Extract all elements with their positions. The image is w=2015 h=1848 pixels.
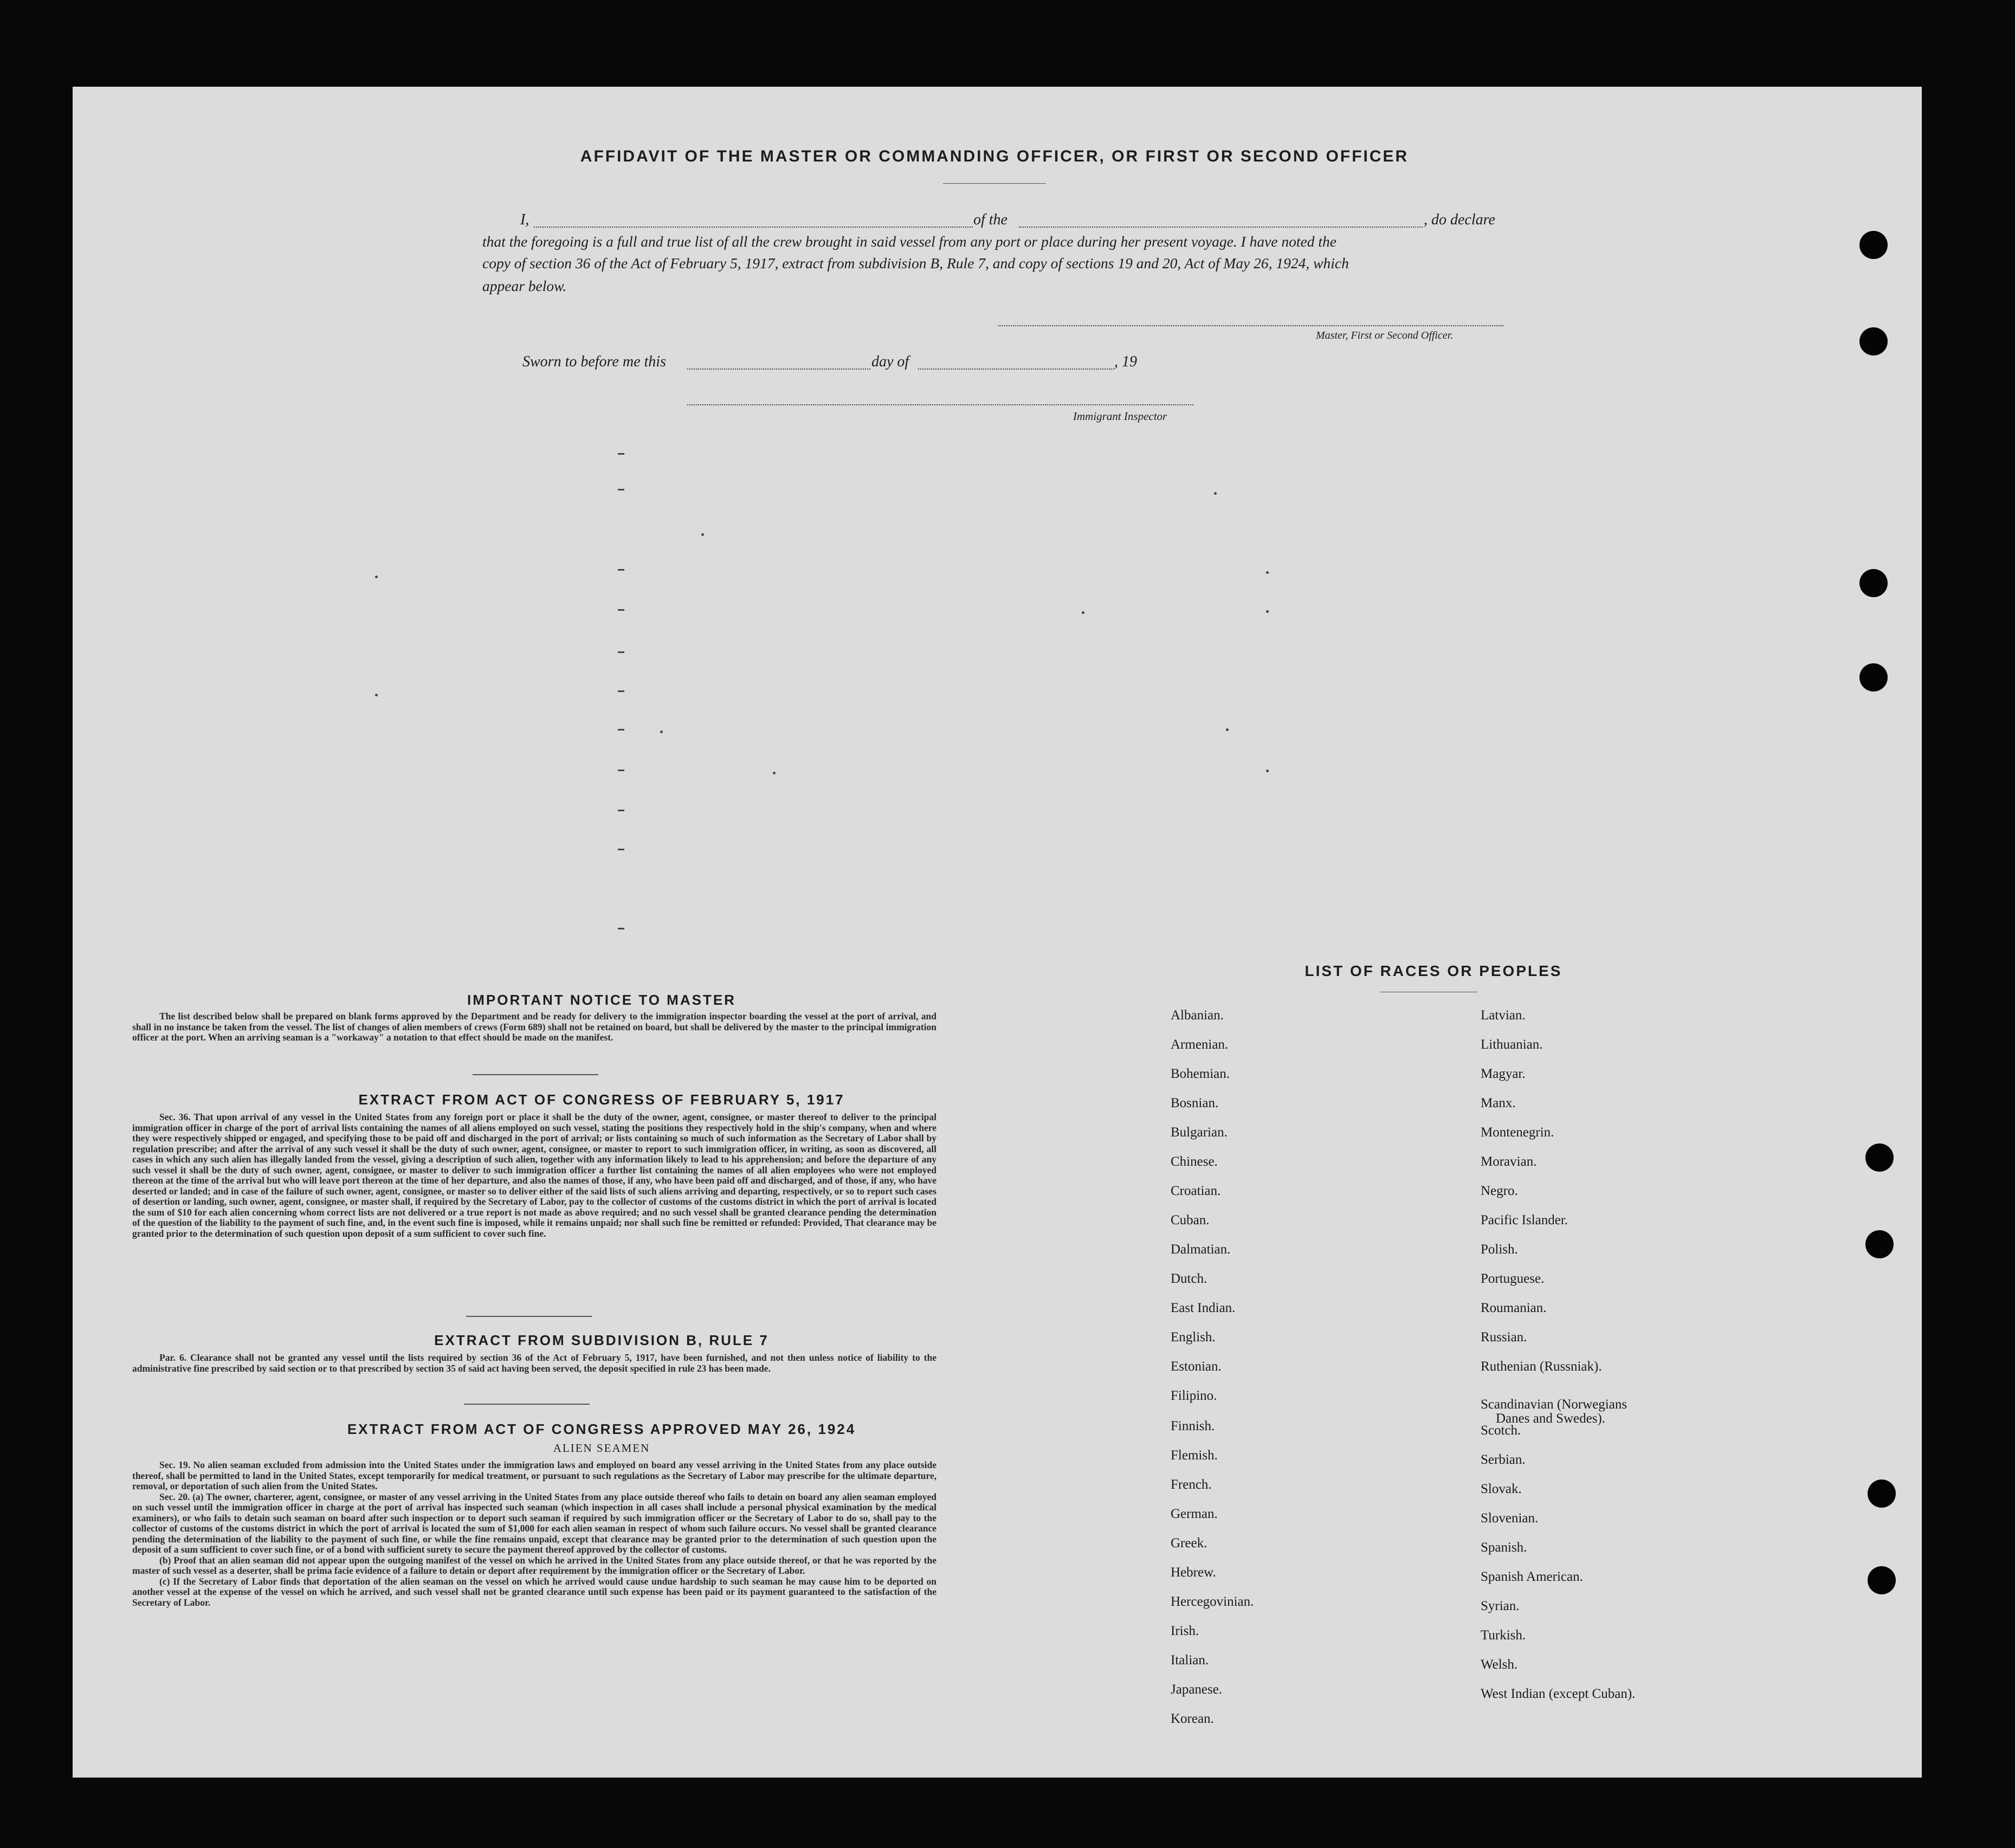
officer-signature-label: Master, First or Second Officer.	[1316, 329, 1454, 341]
race-item: Cuban.	[1171, 1213, 1210, 1227]
race-item: Dalmatian.	[1171, 1242, 1231, 1257]
affidavit-of-label: of the	[973, 211, 1008, 228]
race-item: Moravian.	[1481, 1154, 1537, 1169]
races-title: LIST OF RACES OR PEOPLES	[1304, 962, 1562, 979]
margin-tick	[618, 453, 624, 455]
affidavit-title: AFFIDAVIT OF THE MASTER OR COMMANDING OFFICER, OR FIRST OR SECOND OFFICER	[580, 147, 1409, 165]
sworn-label: Sworn to before me this	[522, 353, 666, 370]
race-item: Turkish.	[1481, 1628, 1526, 1643]
race-item: Bohemian.	[1171, 1067, 1230, 1081]
race-item: Ruthenian (Russniak).	[1481, 1359, 1602, 1374]
race-item: West Indian (except Cuban).	[1481, 1687, 1636, 1701]
name-field[interactable]	[534, 227, 973, 228]
section-divider	[466, 1316, 592, 1317]
section-divider	[464, 1404, 590, 1405]
race-item: Korean.	[1171, 1711, 1214, 1726]
punch-hole	[1859, 663, 1888, 692]
notice-title: IMPORTANT NOTICE TO MASTER	[467, 992, 736, 1008]
sworn-month-field[interactable]	[918, 369, 1114, 370]
race-item: Portuguese.	[1481, 1271, 1545, 1286]
speck	[1082, 611, 1084, 614]
speck	[1214, 492, 1217, 495]
race-item: Chinese.	[1171, 1154, 1218, 1169]
punch-hole	[1859, 231, 1888, 259]
race-item: Negro.	[1481, 1184, 1518, 1198]
punch-hole	[1859, 569, 1888, 597]
rule7-title: EXTRACT FROM SUBDIVISION B, RULE 7	[434, 1332, 769, 1348]
speck	[701, 533, 704, 536]
margin-tick	[618, 569, 624, 571]
margin-tick	[618, 810, 624, 811]
punch-hole	[1865, 1143, 1894, 1172]
affidavit-line2: that the foregoing is a full and true list of all the crew brought in said vessel from any port or place during her present voyage. I have noted the	[482, 233, 1336, 250]
race-item: Albanian.	[1171, 1008, 1224, 1023]
margin-tick	[618, 609, 624, 611]
margin-tick	[618, 770, 624, 771]
race-item: Spanish American.	[1481, 1569, 1583, 1584]
race-item: Roumanian.	[1481, 1301, 1547, 1315]
race-item: Bulgarian.	[1171, 1125, 1228, 1140]
sec20b-paragraph: (b) Proof that an alien seaman did not appear upon the outgoing manifest of the vessel on which he arrived in the United States from any place outside thereof, or that he was reported by the master of such vessel as a deserter, shall be prima facie evidence of a failure to detain or deport after requirement by the immigration officer or the Secretary of Labor.	[132, 1554, 937, 1576]
margin-tick	[618, 651, 624, 653]
speck	[773, 772, 776, 774]
race-item: East Indian.	[1171, 1301, 1236, 1315]
sec20a-paragraph: Sec. 20. (a) The owner, charterer, agent, consignee, or master of any vessel arriving in the United States from any place outside thereof who fails to detain on board any alien seaman employed on such vessel until the immigration officer in charge at the port of arrival has inspected such seaman (which inspection in all cases shall include a personal physical examination by the medical examiners), or who fails to detain such seaman on board after such inspection or to deport such seaman if required by such immigration officer or the Secretary of Labor to do so, shall pay to the collector of customs of the customs district in which the port of arrival is located the sum of $1,000 for each alien seaman in respect of whom such failure occurs. No vessel shall be granted clearance pending the determination of the liability to the payment of such fine, or while the fine remains unpaid, except that clearance may be granted prior to the determination of such question upon the deposit of a sum sufficient to cover such fine, or of a bond with sufficient surety to secure the payment thereof approved by the collector of customs.	[132, 1491, 937, 1555]
race-item: Japanese.	[1171, 1682, 1223, 1697]
race-item: Welsh.	[1481, 1657, 1518, 1672]
punch-hole	[1868, 1566, 1896, 1594]
affidavit-title-rule	[943, 183, 1046, 184]
race-item: Slovenian.	[1481, 1511, 1539, 1526]
speck	[375, 694, 378, 696]
race-item: Serbian.	[1481, 1452, 1526, 1467]
extract-1924-text	[132, 1460, 937, 1608]
race-item: Greek.	[1171, 1536, 1207, 1550]
race-item: Syrian.	[1481, 1599, 1520, 1613]
race-item: Slovak.	[1481, 1482, 1522, 1496]
speck	[375, 576, 378, 578]
notice-paragraph: The list described below shall be prepared on blank forms approved by the Department and be ready for delivery to the immigration inspector boarding the vessel at the port of arrival, and shall in no instance be taken from the vessel. The list of changes of alien members of crews (Form 689) shall not be retained on board, but shall be delivered by the master to the principal immigration officer at the port. When an arriving seaman is a "workaway" a notation to that effect should be made on the manifest.	[132, 1011, 937, 1043]
race-item: Finnish.	[1171, 1419, 1215, 1433]
race-item: Hebrew.	[1171, 1565, 1216, 1580]
race-item: Polish.	[1481, 1242, 1518, 1257]
race-item: Italian.	[1171, 1653, 1209, 1668]
sec36-paragraph: Sec. 36. That upon arrival of any vessel in the United States from any foreign port or place it shall be the duty of the owner, agent, consignee, or master thereof to deliver to the principal immigration officer in charge of the port of arrival lists containing the names of all aliens employed on such vessel, stating the positions they respectively hold in the ship's company, when and where they were respectively shipped or engaged, and specifying those to be paid off and discharged in the port of arrival; or lists containing so much of such information as the Secretary of Labor shall by regulation prescribe; and after the arrival of any such vessel it shall be the duty of such owner, agent, consignee, or master to report to such immigration officer, in writing, as soon as discovered, all cases in which any such alien has illegally landed from the vessel, giving a description of such alien, together with any information likely to lead to his apprehension; and before the departure of any such vessel it shall be the duty of such owner, agent, consignee, or master to deliver to such immigration officer a further list containing the names of all alien employees who were not employed thereon at the time of the arrival but who will leave port thereon at the time of her departure, and also the names of those, if any, who have been paid off and discharged, and of those, if any, who have deserted or landed; and in case of the failure of such owner, agent, consignee, or master so to deliver either of the said lists of such aliens arriving and departing, respectively, or so to report such cases of desertion or landing, such owner, agent, consignee, or master shall, if required by the Secretary of Labor, pay to the collector of customs of the customs district in which the port of arrival is located the sum of $10 for each alien concerning whom correct lists are not delivered or a true report is not made as above required; and no such vessel shall be granted clearance pending the determination of the question of the liability to the payment of such fine, and, in the event such fine is imposed, while it remains unpaid; nor shall such fine be remitted or refunded: Provided, That clearance may be granted prior to the determination of such question upon deposit of a sum sufficient to cover such fine.	[132, 1112, 937, 1239]
race-item: Spanish.	[1481, 1540, 1527, 1555]
race-item: Croatian.	[1171, 1184, 1221, 1198]
race-item: English.	[1171, 1330, 1216, 1345]
race-item: Armenian.	[1171, 1037, 1229, 1052]
rule7-text	[132, 1353, 937, 1374]
margin-tick	[618, 928, 624, 929]
sec20c-paragraph: (c) If the Secretary of Labor finds that deportation of the alien seaman on the vessel on which he arrived would cause undue hardship to such seaman he may cause him to be deported on another vessel at the expense of the vessel on which he arrived, and such vessel shall not be granted clearance until such expense has been paid or its payment guaranteed to the satisfaction of the Secretary of Labor.	[132, 1575, 937, 1608]
affidavit-line4: appear below.	[482, 277, 567, 294]
race-item: Flemish.	[1171, 1448, 1218, 1463]
race-item: Danes and Swedes).	[1496, 1411, 1606, 1426]
race-item: Bosnian.	[1171, 1096, 1219, 1110]
race-item: Hercegovinian.	[1171, 1594, 1254, 1609]
margin-tick	[618, 849, 624, 850]
punch-hole	[1868, 1479, 1896, 1508]
speck	[1266, 571, 1269, 574]
inspector-label: Immigrant Inspector	[1073, 410, 1167, 423]
margin-tick	[618, 729, 624, 731]
race-item: Scandinavian (Norwegians	[1481, 1397, 1628, 1412]
speck	[1226, 728, 1229, 731]
race-item: Manx.	[1481, 1096, 1516, 1110]
notice-text	[132, 1011, 937, 1043]
race-item: Filipino.	[1171, 1388, 1217, 1403]
inspector-signature-line[interactable]	[687, 404, 1193, 405]
punch-hole	[1865, 1230, 1894, 1258]
race-item: Pacific Islander.	[1481, 1213, 1568, 1227]
extract-1924-title: EXTRACT FROM ACT OF CONGRESS APPROVED MAY 26, 1924	[347, 1421, 856, 1437]
section-divider	[473, 1074, 598, 1075]
margin-tick	[618, 690, 624, 692]
alien-seamen-subtitle: ALIEN SEAMEN	[553, 1442, 650, 1455]
speck	[1266, 610, 1269, 613]
extract-1917-title: EXTRACT FROM ACT OF CONGRESS OF FEBRUARY 5, 1917	[358, 1091, 845, 1108]
race-item: French.	[1171, 1477, 1212, 1492]
race-item: Latvian.	[1481, 1008, 1526, 1023]
race-item: Irish.	[1171, 1624, 1199, 1638]
race-item: Scotch.	[1481, 1423, 1521, 1438]
year-label: , 19	[1114, 353, 1137, 370]
race-item: Russian.	[1481, 1330, 1527, 1345]
race-item: Dutch.	[1171, 1271, 1207, 1286]
affidavit-i-label: I,	[520, 211, 529, 228]
speck	[660, 731, 663, 733]
day-of-label: day of	[871, 353, 909, 370]
race-item: German.	[1171, 1507, 1218, 1521]
affidavit-line3: copy of section 36 of the Act of February 5, 1917, extract from subdivision B, Rule 7, and copy of sections 19 and 20, Act of May 26, 1924, which	[482, 255, 1349, 272]
margin-tick	[618, 489, 624, 490]
vessel-field[interactable]	[1019, 227, 1423, 228]
race-item: Estonian.	[1171, 1359, 1222, 1374]
officer-signature-line[interactable]	[998, 325, 1503, 326]
extract-1917-text	[132, 1112, 937, 1239]
race-item: Magyar.	[1481, 1067, 1526, 1081]
punch-hole	[1859, 327, 1888, 356]
par6-paragraph: Par. 6. Clearance shall not be granted any vessel until the lists required by section 36 of the Act of February 5, 1917, have been furnished, and not then unless notice of liability to the administrative fine prescribed by said section or to that prescribed by section 35 of said act having been served, the deposit specified in rule 23 has been made.	[132, 1352, 937, 1374]
sworn-day-field[interactable]	[687, 369, 870, 370]
speck	[1266, 770, 1269, 772]
race-item: Lithuanian.	[1481, 1037, 1543, 1052]
affidavit-declare-label: , do declare	[1424, 211, 1495, 228]
race-item: Montenegrin.	[1481, 1125, 1554, 1140]
sec19-paragraph: Sec. 19. No alien seaman excluded from admission into the United States under the immigration laws and employed on board any vessel arriving in the United States from any place outside thereof, shall be permitted to land in the United States, except temporarily for medical treatment, or pursuant to such regulations as the Secretary of Labor may prescribe for the ultimate departure, removal, or deportation of such alien from the United States.	[132, 1459, 937, 1491]
